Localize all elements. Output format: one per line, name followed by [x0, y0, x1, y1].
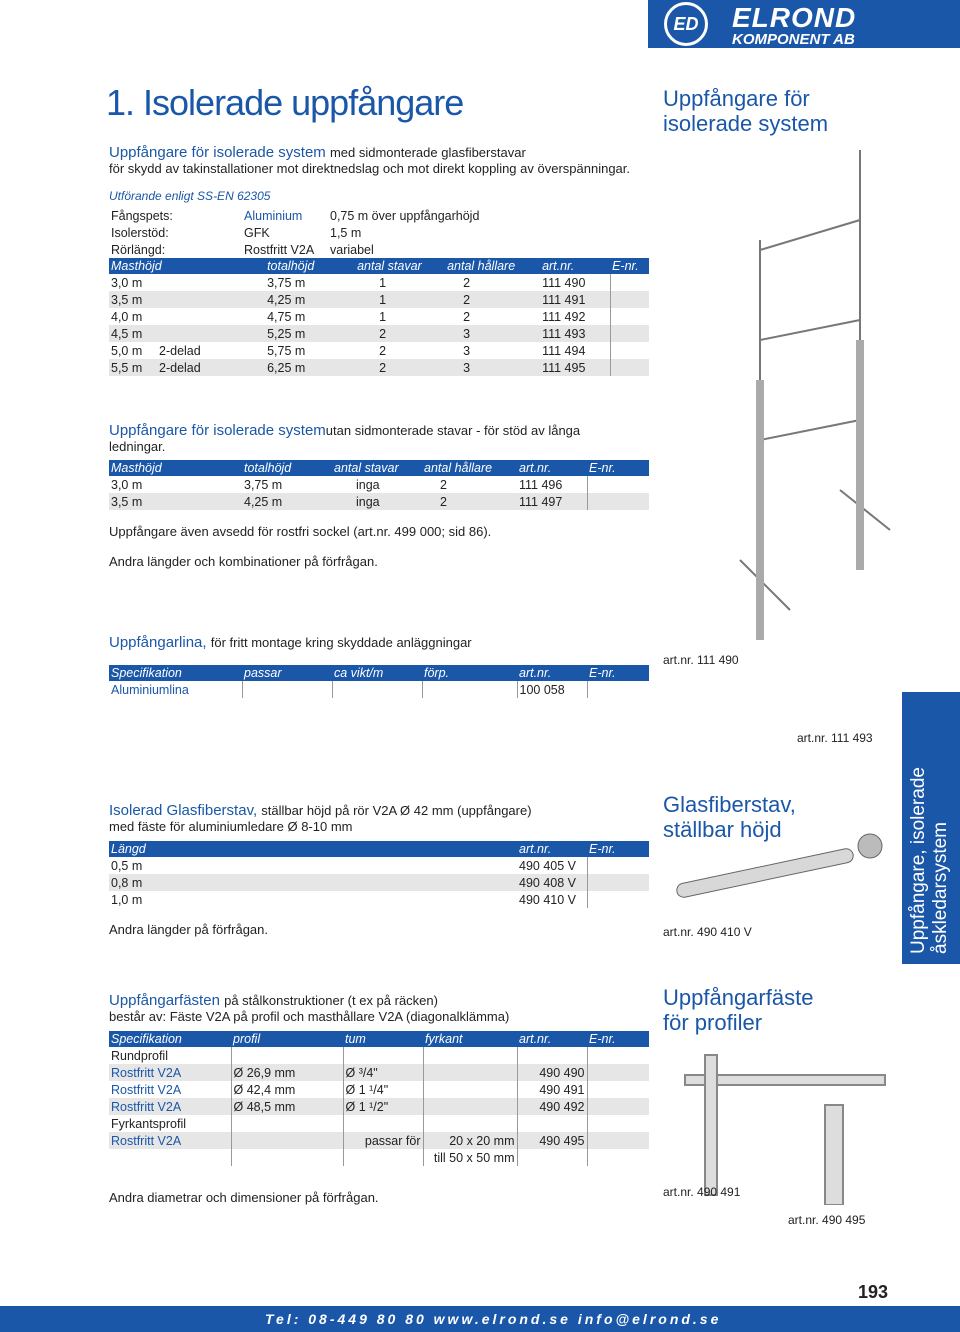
spec-label: Isolerstöd: [111, 225, 169, 240]
caption: art.nr. 111 490 [663, 653, 739, 667]
category-label: Uppfångare, isolerade åskledarsystem [908, 767, 951, 954]
note: Andra längder på förfrågan. [109, 922, 268, 937]
spec-label: Fångspets: [111, 208, 173, 223]
side-title-fiberglass: Glasfiberstav, ställbar höjd [663, 792, 796, 842]
caption: art.nr. 490 410 V [663, 925, 752, 939]
table-row: Rostfritt V2A passar för 20 x 20 mm 490 495 [109, 1132, 649, 1149]
caption: art.nr. 490 491 [663, 1185, 741, 1199]
table-row: till 50 x 50 mm [109, 1149, 649, 1166]
spec-value: 1,5 m [330, 225, 362, 240]
side-title-mounts: Uppfångarfäste för profiler [663, 985, 814, 1035]
section-title: Isolerad Glasfiberstav, ställbar höjd på rör V2A Ø 42 mm (uppfångare) [109, 802, 532, 819]
table-row: 1,0 m 490 410 V [109, 891, 649, 908]
spec-material: Aluminium [244, 208, 303, 223]
table-row: 5,0 m 2-delad 5,75 m 2 3 111 494 [109, 342, 649, 359]
table-row: 3,5 m 4,25 m inga 2 111 497 [109, 493, 649, 510]
table-row: Rostfritt V2A Ø 26,9 mm Ø ³/4" 490 490 [109, 1064, 649, 1081]
section-subtitle: ledningar. [109, 439, 166, 454]
table-row: 0,5 m 490 405 V [109, 857, 649, 874]
note: Andra diametrar och dimensioner på förfrågan. [109, 1190, 379, 1205]
section-profile-mounts [109, 992, 649, 1206]
product-table: Längd art.nr. E-nr. 0,5 m 490 405 V 0,8 m 490 408 V 1,0 m 490 410 V [109, 841, 649, 908]
table-row: Rundprofil [109, 1047, 649, 1064]
table-row: Rostfritt V2A Ø 42,4 mm Ø 1 ¹/4" 490 491 [109, 1081, 649, 1098]
footer [0, 1306, 960, 1332]
product-table: Specifikation profil tum fyrkant art.nr. E-nr. Rundprofil Rostfritt V2A Ø 26,9 mm Ø ³/4" 490 490 Rostfritt V2A Ø 42,4 mm Ø 1 ¹/4" 490 491 Rostfritt V2A Ø 48,5 mm Ø 1 ¹/2" 490 492 Fyrkantsprofil Rostfritt V2A passar för 20 x 20 mm 490 495 till 50 x 50 mm [109, 1031, 649, 1166]
fiberglass-rod-illustration [665, 826, 905, 916]
section-isolated-with-rods [109, 144, 649, 376]
logo-icon: ED [664, 2, 708, 46]
page-number: 193 [858, 1282, 889, 1302]
page-title: 1. Isolerade uppfångare [106, 82, 464, 123]
table-row: Fyrkantsprofil [109, 1115, 649, 1132]
brand-header [648, 0, 960, 48]
caption: art.nr. 111 493 [797, 731, 873, 745]
table-row: 5,5 m 2-delad 6,25 m 2 3 111 495 [109, 359, 649, 376]
spec-material: GFK [244, 225, 270, 240]
table-row: 0,8 m 490 408 V [109, 874, 649, 891]
section-subtitle: består av: Fäste V2A på profil och masthållare V2A (diagonalklämma) [109, 1009, 510, 1024]
table-row: 4,5 m 5,25 m 2 3 111 493 [109, 325, 649, 342]
section-subtitle: med fäste för aluminiumledare Ø 8-10 mm [109, 819, 353, 834]
section-title: Uppfångarfästen på stålkonstruktioner (t ex på räcken) [109, 992, 438, 1009]
table-row: Aluminiumlina 100 058 [109, 681, 649, 698]
section-subtitle: för skydd av takinstallationer mot direktnedslag och mot direkt koppling av överspänningar. [109, 161, 631, 176]
section-isolated-without-rods [109, 422, 649, 570]
spec-label: Rörlängd: [111, 242, 166, 257]
note: Andra längder och kombinationer på förfrågan. [109, 554, 378, 569]
product-table: Masthöjd totalhöjd antal stavar antal hållare art.nr. E-nr. 3,0 m 3,75 m 1 2 111 490 3,5 m 4,25 m 1 2 111 491 4,0 m 4,75 m 1 2 111 492 4,5 m 5,25 m 2 3 111 493 5,0 m 2-delad 5,75 m 2 3 111 494 5,5 m 2-delad 6,25 m 2 3 111 495 [109, 258, 649, 376]
table-row: 3,0 m 3,75 m inga 2 111 496 [109, 476, 649, 493]
spec-table [109, 207, 649, 258]
table-row: 4,0 m 4,75 m 1 2 111 492 [109, 308, 649, 325]
product-table: Masthöjd totalhöjd antal stavar antal hållare art.nr. E-nr. 3,0 m 3,75 m inga 2 111 496 3,5 m 4,25 m inga 2 111 497 [109, 460, 649, 510]
caption: art.nr. 490 495 [788, 1213, 866, 1227]
side-title-main: Uppfångare för isolerade system [663, 86, 829, 136]
section-title: Uppfångarlina, för fritt montage kring skyddade anläggningar [109, 634, 472, 651]
category-band [902, 692, 960, 964]
section-title: Uppfångare för isolerade system med sidmonterade glasfiberstavar [109, 144, 526, 161]
section-fiberglass-rod [109, 802, 649, 938]
product-table: Specifikation passar ca vikt/m förp. art.nr. E-nr. Aluminiumlina 100 058 [109, 665, 649, 698]
spec-material: Rostfritt V2A [244, 242, 315, 257]
table-row: 3,0 m 3,75 m 1 2 111 490 [109, 274, 649, 291]
footer-contact: Tel: 08-449 80 80 www.elrond.se info@elrond.se [265, 1311, 722, 1327]
brand-sub: KOMPONENT AB [732, 31, 855, 48]
standard-label: Utförande enligt SS-EN 62305 [109, 189, 271, 203]
table-row: Rostfritt V2A Ø 48,5 mm Ø 1 ¹/2" 490 492 [109, 1098, 649, 1115]
section-wire [109, 634, 649, 698]
note: Uppfångare även avsedd för rostfri sockel (art.nr. 499 000; sid 86). [109, 524, 492, 539]
brand-name: ELROND [732, 2, 857, 33]
table-row: 3,5 m 4,25 m 1 2 111 491 [109, 291, 649, 308]
spec-value: variabel [330, 242, 374, 257]
mast-illustration [700, 140, 900, 640]
section-title: Uppfångare för isolerade systemutan sidmonterade stavar - för stöd av långa [109, 422, 581, 439]
spec-value: 0,75 m över uppfångarhöjd [330, 208, 480, 223]
profile-mount-illustration [665, 1045, 895, 1205]
